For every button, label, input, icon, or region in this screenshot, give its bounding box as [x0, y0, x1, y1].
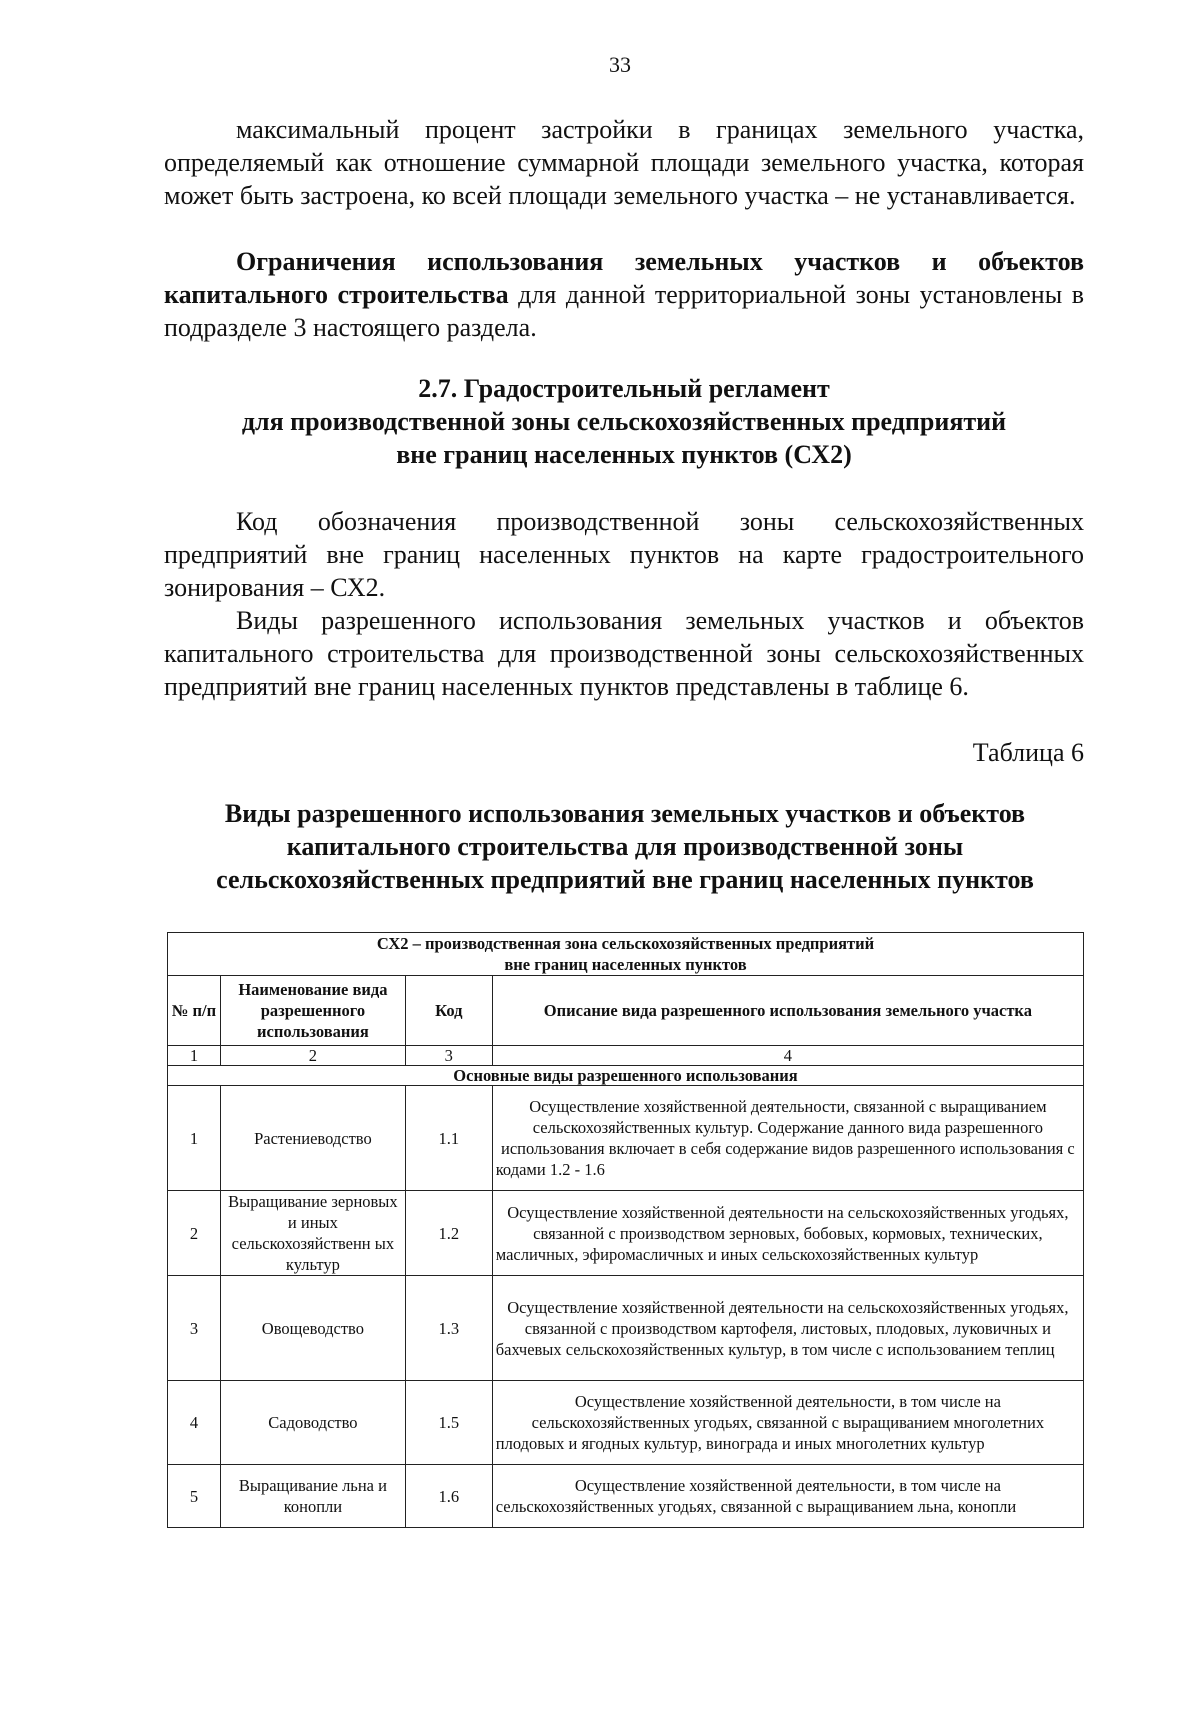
paragraph-restrictions [164, 245, 1084, 344]
row-name: Выращивание льна и конопли [220, 1465, 405, 1528]
zone-header-row [168, 933, 1084, 976]
table-title-line: Виды разрешенного использования земельных участков и объектов [224, 799, 1026, 828]
table-row [168, 1276, 1084, 1381]
restrictions-rest-text: для данной территориальной зоны установлены в подразделе 3 настоящего раздела. [164, 280, 1084, 342]
column-number: 2 [220, 1046, 405, 1066]
table-title-line: капитального строительства для производственной зоны [286, 832, 964, 861]
row-name: Выращивание зерновых и иных сельскохозяйственн ых культур [220, 1191, 405, 1276]
section-heading-line: для производственной зоны сельскохозяйственных предприятий [241, 407, 1007, 436]
row-code: 1.3 [405, 1276, 492, 1381]
header-name: Наименование вида разрешенного использования [220, 976, 405, 1046]
column-header-row [168, 976, 1084, 1046]
land-use-table [167, 932, 1084, 1528]
row-desc: Осуществление хозяйственной деятельности на сельскохозяйственных угодьях, связанной с производством зерновых, бобовых, кормовых, технических, масличных, эфиромасличных и иных сельскохозяйственных культур [492, 1191, 1083, 1276]
zone-header-cell [168, 933, 1084, 976]
row-name: Садоводство [220, 1381, 405, 1465]
table-title [164, 797, 1086, 896]
table-row [168, 1086, 1084, 1191]
table-title-line: сельскохозяйственных предприятий вне границ населенных пунктов [216, 865, 1034, 894]
row-num: 2 [168, 1191, 221, 1276]
table-row [168, 1191, 1084, 1276]
column-number: 4 [492, 1046, 1083, 1066]
row-num: 4 [168, 1381, 221, 1465]
table-label: Таблица 6 [972, 738, 1084, 767]
row-num: 1 [168, 1086, 221, 1191]
paragraph-uses-intro: Виды разрешенного использования земельных участков и объектов капитального строительства для производственной зоны сельскохозяйственных предприятий вне границ населенных пунктов представлены в таблице 6. [164, 606, 1084, 701]
row-code: 1.5 [405, 1381, 492, 1465]
section-heading [164, 372, 1084, 471]
section-heading-line: вне границ населенных пунктов (СХ2) [396, 440, 852, 469]
table-row [168, 1381, 1084, 1465]
restrictions-bold-text: Ограничения использования земельных участков и объектов капитального строительства [164, 247, 1084, 309]
row-desc: Осуществление хозяйственной деятельности, в том числе на сельскохозяйственных угодьях, связанной с выращиванием многолетних плодовых и ягодных культур, винограда и иных многолетних культур [492, 1381, 1083, 1465]
header-code: Код [405, 976, 492, 1046]
table-row [168, 1465, 1084, 1528]
section-heading-line: 2.7. Градостроительный регламент [418, 374, 830, 403]
page-number: 33 [609, 52, 631, 77]
paragraph-zone-code: Код обозначения производственной зоны сельскохозяйственных предприятий вне границ населенных пунктов на карте градостроительного зонирования – СХ2. [164, 507, 1084, 602]
row-num: 5 [168, 1465, 221, 1528]
row-name: Растениеводство [220, 1086, 405, 1191]
row-code: 1.1 [405, 1086, 492, 1191]
header-desc: Описание вида разрешенного использования земельного участка [492, 976, 1083, 1046]
row-name: Овощеводство [220, 1276, 405, 1381]
zone-header-line: вне границ населенных пунктов [504, 955, 747, 974]
row-num: 3 [168, 1276, 221, 1381]
column-number-row [168, 1046, 1084, 1066]
row-code: 1.6 [405, 1465, 492, 1528]
zone-header-line: СХ2 – производственная зона сельскохозяйственных предприятий [376, 934, 875, 953]
group-row [168, 1066, 1084, 1086]
paragraph-build-percent: максимальный процент застройки в границах земельного участка, определяемый как отношение суммарной площади земельного участка, которая может быть застроена, ко всей площади земельного участка – не устанавливается. [164, 115, 1084, 210]
row-desc: Осуществление хозяйственной деятельности, в том числе на сельскохозяйственных угодьях, связанной с выращиванием льна, конопли [492, 1465, 1083, 1528]
group-label: Основные виды разрешенного использования [168, 1066, 1084, 1086]
row-desc: Осуществление хозяйственной деятельности на сельскохозяйственных угодьях, связанной с производством картофеля, листовых, плодовых, луковичных и бахчевых сельскохозяйственных культур, в том числе с использованием теплиц [492, 1276, 1083, 1381]
column-number: 1 [168, 1046, 221, 1066]
header-num: № п/п [168, 976, 221, 1046]
column-number: 3 [405, 1046, 492, 1066]
row-code: 1.2 [405, 1191, 492, 1276]
row-desc: Осуществление хозяйственной деятельности, связанной с выращиванием сельскохозяйственных культур. Содержание данного вида разрешенного использования включает в себя содержание видов разрешенного использования с кодами 1.2 - 1.6 [492, 1086, 1083, 1191]
